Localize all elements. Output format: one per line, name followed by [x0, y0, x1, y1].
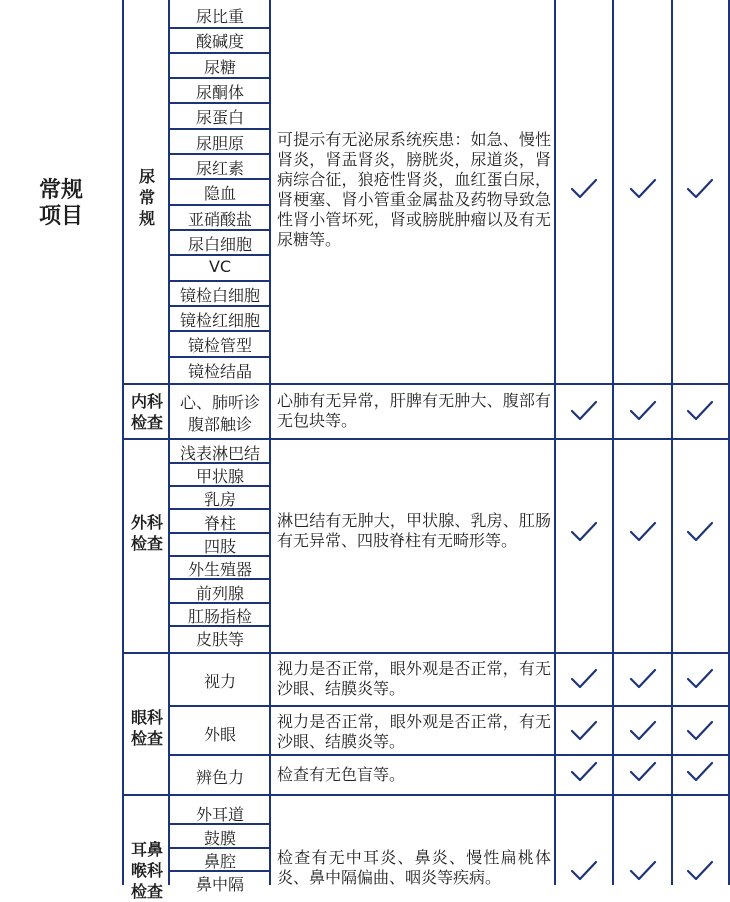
- check-icon: [570, 399, 598, 423]
- test-item: 外生殖器: [187, 560, 252, 579]
- check-icon: [570, 719, 598, 743]
- section-label-surgical: [126, 512, 168, 554]
- test-description: 检查有无中耳炎、鼻炎、慢性扁桃体炎、鼻中隔偏曲、咽炎等疾病。: [277, 848, 551, 887]
- check-icon: [629, 177, 657, 201]
- grid-line: [122, 438, 730, 440]
- check-icon: [570, 760, 598, 784]
- test-item: 视力: [203, 672, 236, 691]
- test-item: 浅表淋巴结: [179, 444, 260, 463]
- test-item: 尿蛋白: [195, 108, 244, 127]
- grid-line: [122, 652, 730, 654]
- section-label-line: 检查: [130, 729, 163, 748]
- test-description: 检查有无色盲等。: [277, 765, 406, 784]
- test-item: 镜检管型: [187, 336, 252, 355]
- section-label-urine: [126, 166, 168, 229]
- test-item: 尿糖: [203, 58, 236, 77]
- grid-line: [122, 794, 730, 796]
- grid-line: [168, 52, 269, 54]
- test-item: 酸碱度: [195, 32, 244, 51]
- check-icon: [629, 859, 657, 883]
- grid-line: [168, 204, 269, 206]
- test-description: 视力是否正常，眼外观是否正常，有无沙眼、结膜炎等。: [277, 659, 551, 698]
- test-item: 腹部触诊: [187, 415, 252, 434]
- section-label-line: 内科: [130, 392, 163, 411]
- check-icon: [629, 719, 657, 743]
- check-icon: [629, 520, 657, 544]
- grid-line: [671, 0, 673, 885]
- grid-line: [122, 0, 124, 885]
- section-label-line: 检查: [130, 882, 163, 901]
- test-description: 可提示有无泌尿系统疾患：如急、慢性肾炎，肾盂肾炎，膀胱炎，尿道炎，肾病综合征，狼疮性肾炎，血红蛋白尿，肾梗塞、肾小管重金属盐及药物导致急性肾小管坏死，肾或膀胱肿瘤以及有无尿糖等。: [277, 130, 551, 249]
- section-label-ent: [126, 839, 168, 902]
- test-item: 镜检红细胞: [179, 311, 260, 330]
- section-label-line: 检查: [130, 534, 163, 553]
- grid-line: [168, 356, 269, 358]
- test-item: 亚硝酸盐: [187, 210, 252, 229]
- grid-line: [168, 754, 730, 756]
- test-description: 视力是否正常，眼外观是否正常，有无沙眼、结膜炎等。: [277, 712, 551, 751]
- test-item: 外耳道: [195, 805, 244, 824]
- grid-line: [554, 0, 556, 885]
- category-label-line: 项目: [38, 204, 83, 229]
- test-item: 鼻腔: [203, 852, 236, 871]
- section-label-line: 常: [138, 188, 155, 207]
- test-item: 皮肤等: [195, 630, 244, 649]
- test-item: 辨色力: [195, 768, 244, 787]
- check-icon: [686, 859, 714, 883]
- test-item: 脊柱: [203, 514, 236, 533]
- test-item: 心、肺听诊: [179, 393, 260, 412]
- test-item: 尿胆原: [195, 134, 244, 153]
- test-item: 前列腺: [195, 584, 244, 603]
- check-icon: [686, 760, 714, 784]
- section-label-line: 检查: [130, 413, 163, 432]
- test-item: 镜检白细胞: [179, 286, 260, 305]
- section-label-internal: [126, 391, 168, 433]
- test-item: 外眼: [203, 725, 236, 744]
- category-label-line: 常规: [38, 178, 83, 203]
- test-item: 隐血: [203, 184, 236, 203]
- grid-line: [168, 705, 730, 707]
- test-description: 淋巴结有无肿大，甲状腺、乳房、肛肠有无异常、四肢脊柱有无畸形等。: [277, 511, 551, 550]
- category-label: [30, 178, 92, 230]
- test-item: 肛肠指检: [187, 607, 252, 626]
- grid-line: [612, 0, 614, 885]
- section-label-line: 喉科: [130, 861, 163, 880]
- check-icon: [686, 399, 714, 423]
- test-item: 鼻中隔: [195, 875, 244, 894]
- test-item: 尿白细胞: [187, 235, 252, 254]
- test-item: 鼓膜: [203, 829, 236, 848]
- section-label-line: 规: [138, 209, 155, 228]
- check-icon: [570, 520, 598, 544]
- section-label-line: 外科: [130, 513, 163, 532]
- section-label-line: 耳鼻: [130, 840, 163, 859]
- test-description: 心肺有无异常，肝脾有无肿大、腹部有无包块等。: [277, 391, 551, 430]
- grid-line: [168, 128, 269, 130]
- check-icon: [686, 667, 714, 691]
- test-item: 尿比重: [195, 7, 244, 26]
- check-icon: [629, 667, 657, 691]
- check-icon: [629, 399, 657, 423]
- section-label-line: 尿: [138, 167, 155, 186]
- grid-line: [168, 280, 269, 282]
- test-item: 乳房: [203, 490, 236, 509]
- check-icon: [570, 859, 598, 883]
- test-item: 尿酮体: [195, 83, 244, 102]
- check-icon: [570, 177, 598, 201]
- check-icon: [629, 760, 657, 784]
- check-icon: [686, 177, 714, 201]
- test-item: 尿红素: [195, 159, 244, 178]
- section-label-eye: [126, 707, 168, 749]
- test-item: 镜检结晶: [187, 362, 252, 381]
- test-item: 甲状腺: [195, 467, 244, 486]
- check-icon: [686, 520, 714, 544]
- grid-line: [122, 383, 730, 385]
- check-icon: [570, 667, 598, 691]
- section-label-line: 眼科: [130, 708, 163, 727]
- test-item: VC: [208, 257, 232, 276]
- test-item: 四肢: [203, 537, 236, 556]
- check-icon: [686, 719, 714, 743]
